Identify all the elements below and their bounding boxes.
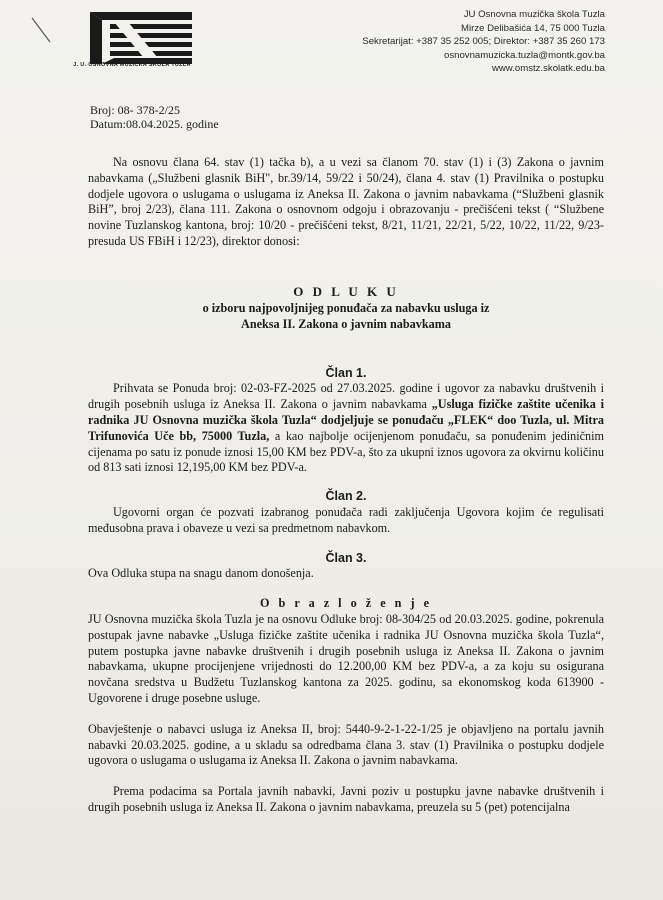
- article-2-text: Ugovorni organ će pozvati izabranog ponuđača radi zaključenja Ugovora kojim će regulisati međusobna prava i obaveze u vezi sa predmetnom nabavkom.: [88, 504, 604, 535]
- contact-line: Sekretarijat: +387 35 252 005; Direktor: +387 35 260 173: [362, 36, 605, 48]
- decision-subtitle: o izboru najpovoljnijeg ponuđača za nabavku usluga iz: [202, 300, 490, 315]
- rationale-paragraph: Prema podacima sa Portala javnih nabavki, Javni poziv u postupku javne nabavke društvenih i drugih posebnih usluga iz Aneksa II. Zakona o javnim nabavkama, preuzela su 5 (pet) potencijalna: [88, 784, 604, 814]
- article-3-text: Ova Odluka stupa na snagu danom donošenja.: [88, 566, 314, 581]
- article-1-text-part: a kao najbolje ocijenjenom ponuđaču, sa ponuđenim jediničnim cijenama po satu iz ponude iznosi 15,00 KM bez PDV-a, što za ukupni iznos ugovora za okvirnu količinu od 813 sati iznosi 12,195,00 KM bez PDV-a.: [88, 428, 604, 475]
- decision-subtitle: Aneksa II. Zakona o javnim nabavkama: [241, 316, 451, 331]
- logo-caption: J. U. OSNOVNA MUZIČKA ŠKOLA TUZLA: [73, 62, 191, 68]
- rationale-heading: O b r a z l o ž e n j e: [259, 596, 432, 611]
- document-body: [88, 155, 604, 816]
- article-1-text: [88, 381, 604, 476]
- legal-basis-paragraph: Na osnovu člana 64. stav (1) tačka b), a u vezi sa članom 70. stav (1) i (3) Zakona o javnim nabavkama („Službeni glasnik BiH", br.39/14, 59/22 i 50/24), člana 4. stav (1) Pravilnika o postupku dodjele ugovora o uslugama o uslugama iz Aneksa II. Zakona o javnim nabavkama (“Službeni glasnik BiH”, broj 2/23), člana 111. Zakona o osnovnom odgoju i obrazovanju - prečišćeni tekst ( “Službene novine Tuzlanskog kantona, broj: 10/20 - prečišćeni tekst, 8/21, 11/21, 22/21, 5/22, 10/22, 11/22, 9/23-presuda US FBiH i 12/23), direktor donosi:: [88, 155, 604, 248]
- pen-mark-icon: [30, 16, 54, 46]
- contact-block: [362, 8, 605, 76]
- reference-date: Datum:08.04.2025. godine: [90, 117, 219, 131]
- article-1-heading: Član 1.: [325, 365, 367, 380]
- school-logo-icon: [80, 8, 200, 68]
- rationale-paragraph: Obavještenje o nabavci usluga iz Aneksa II, broj: 5440-9-2-1-22-1/25 je objavljeno na portalu javnih nabavki 20.03.2025. godine, a u skladu sa odredbama člana 3. stav (1) Pravilnika o postupku dodjele ugovora o uslugama o uslugama iz Aneksa II. Zakona o javnim nabavkama.: [88, 721, 604, 768]
- article-3-heading: Član 3.: [325, 550, 367, 565]
- contact-line: osnovnamuzicka.tuzla@montk.gov.ba: [443, 49, 605, 61]
- reference-block: [90, 103, 219, 131]
- contact-line: www.omstz.skolatk.edu.ba: [491, 63, 605, 75]
- contact-line: Mirze Delibašića 14, 75 000 Tuzla: [461, 22, 605, 34]
- rationale-paragraph: JU Osnovna muzička škola Tuzla je na osnovu Odluke broj: 08-304/25 od 20.03.2025. godine, pokrenula postupak javne nabavke „Usluga fizičke zaštite učenika i radnika JU Osnovna muzička škola Tuzla“, putem postupka javne nabavke društvenih i drugih posebnih usluga iz Aneksa II. Zakona o javnim nabavkama, ukupne procijenjene vrijednosti do 12.200,00 KM bez PDV-a, a za koju su osigurana novčana sredstva u Budžetu Tuzlanskog kantona za 2025. godinu, sa ekonomskog koda 613900 - Ugovorene i druge posebne usluge.: [88, 611, 604, 705]
- article-1-bold-part: „Usluga fizičke zaštite učenika i radnika JU Osnovna muzička škola Tuzla“ dodjeljuje se ponuđaču „FLEK“ doo Tuzla, ul. Mitra Trifunovića Uče bb, 75000 Tuzla,: [88, 397, 604, 443]
- letterhead: [0, 0, 663, 90]
- reference-number: Broj: 08- 378-2/25: [90, 103, 180, 117]
- decision-title: O D L U K U: [293, 283, 399, 299]
- contact-line: JU Osnovna muzička škola Tuzla: [463, 9, 605, 20]
- article-1-text-part: Prihvata se Ponuda broj: 02-03-FZ-2025 od 27.03.2025. godine i ugovor za nabavku društvenih i drugih posebnih usluga iz Aneksa II. Zakona o javnim nabavkama: [88, 381, 604, 412]
- article-2-heading: Član 2.: [325, 489, 367, 504]
